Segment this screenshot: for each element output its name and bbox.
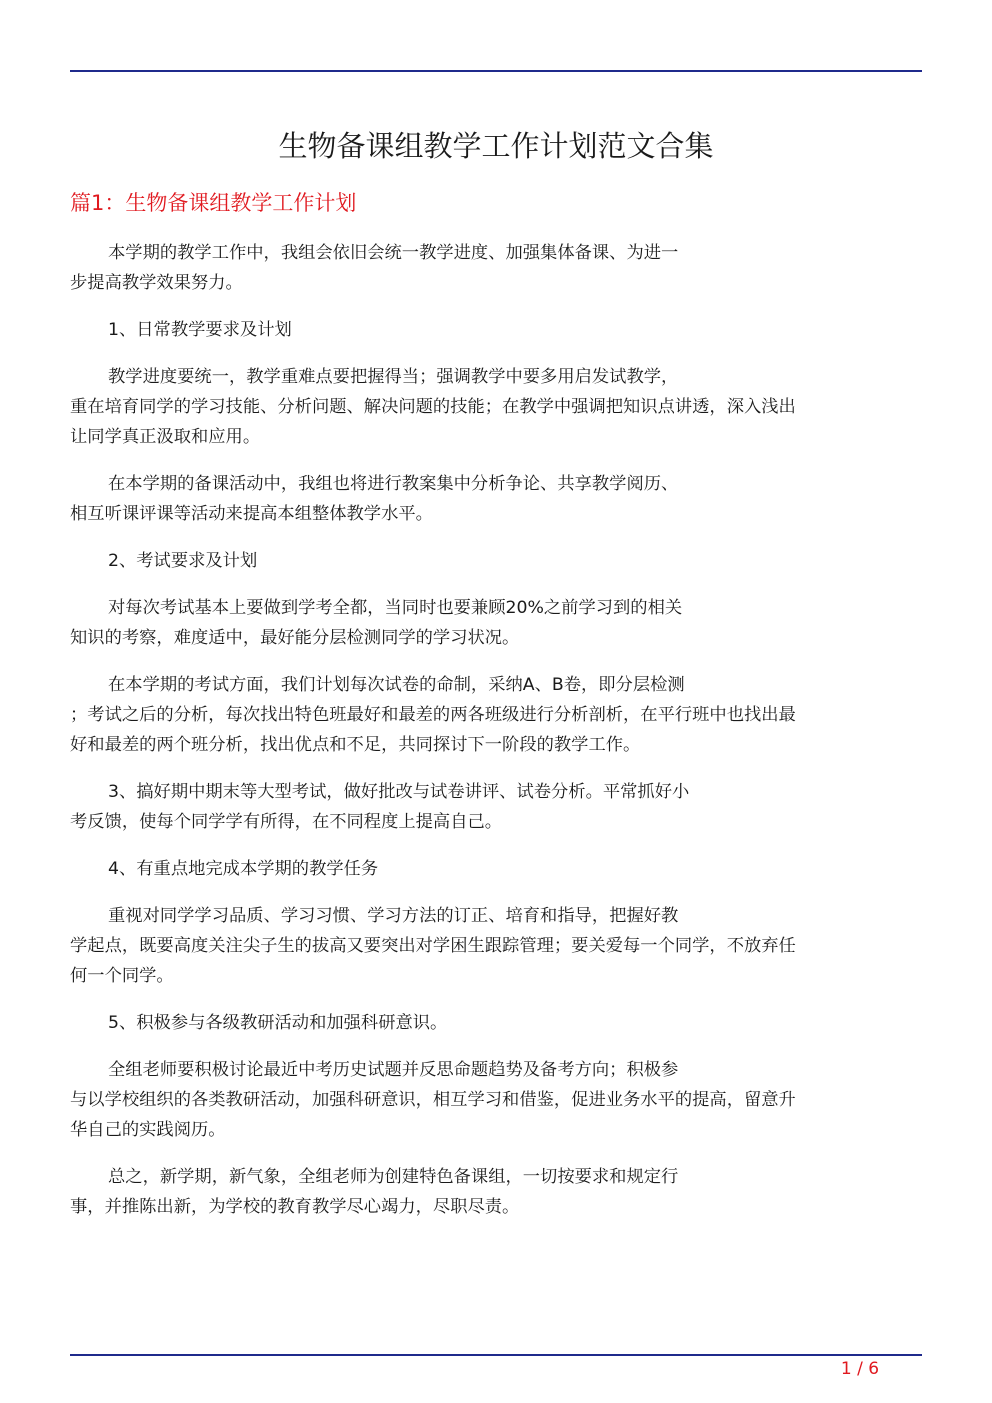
paragraph-line: 好和最差的两个班分析，找出优点和不足，共同探讨下一阶段的教学工作。 xyxy=(70,735,641,755)
paragraph-line: 步提高教学效果努力。 xyxy=(70,273,243,293)
paragraph-line: 让同学真正汲取和应用。 xyxy=(70,427,261,447)
paragraph xyxy=(70,854,920,884)
paragraph-line: 考反馈，使每个同学学有所得，在不同程度上提高自己。 xyxy=(70,812,503,832)
paragraph xyxy=(70,546,920,576)
paragraph xyxy=(70,670,920,760)
paragraph-line: 本学期的教学工作中，我组会依旧会统一教学进度、加强集体备课、为进一 xyxy=(108,243,679,263)
paragraph xyxy=(70,469,920,529)
header-rule xyxy=(70,70,922,72)
paragraph-line: 知识的考察，难度适中，最好能分层检测同学的学习状况。 xyxy=(70,628,520,648)
paragraph-line: 总之，新学期，新气象，全组老师为创建特色备课组，一切按要求和规定行 xyxy=(108,1167,679,1187)
paragraph-line: 全组老师要积极讨论最近中考历史试题并反思命题趋势及备考方向；积极参 xyxy=(108,1060,679,1080)
paragraph xyxy=(70,1162,920,1222)
footer-rule xyxy=(70,1354,922,1356)
paragraph-line: 1、日常教学要求及计划 xyxy=(108,320,292,340)
paragraph-line: 教学进度要统一，教学重难点要把握得当；强调教学中要多用启发试教学， xyxy=(108,367,679,387)
paragraph xyxy=(70,777,920,837)
paragraph xyxy=(70,593,920,653)
paragraph xyxy=(70,238,920,298)
paragraph-line: 相互听课评课等活动来提高本组整体教学水平。 xyxy=(70,504,433,524)
paragraph-line: 5、积极参与各级教研活动和加强科研意识。 xyxy=(108,1013,448,1033)
paragraph-line: 在本学期的备课活动中，我组也将进行教案集中分析争论、共享教学阅历、 xyxy=(108,474,679,494)
paragraph-line: ；考试之后的分析，每次找出特色班最好和最差的两各班级进行分析剖析，在平行班中也找出最 xyxy=(70,705,796,725)
paragraph-line: 4、有重点地完成本学期的教学任务 xyxy=(108,859,379,879)
paragraph-line: 重视对同学学习品质、学习习惯、学习方法的订正、培育和指导，把握好教 xyxy=(108,906,679,926)
page-number: 1 / 6 xyxy=(840,1359,880,1379)
paragraph xyxy=(70,1055,920,1145)
paragraph-line: 何一个同学。 xyxy=(70,966,174,986)
paragraph xyxy=(70,315,920,345)
paragraph-line: 对每次考试基本上要做到学考全都，当同时也要兼顾20%之前学习到的相关 xyxy=(108,598,683,618)
document-body xyxy=(70,238,920,1239)
paragraph-line: 与以学校组织的各类教研活动，加强科研意识，相互学习和借鉴，促进业务水平的提高，留意升 xyxy=(70,1090,796,1110)
paragraph-line: 学起点，既要高度关注尖子生的拔高又要突出对学困生跟踪管理；要关爱每一个同学，不放弃任 xyxy=(70,936,796,956)
paragraph-line: 事，并推陈出新，为学校的教育教学尽心竭力，尽职尽责。 xyxy=(70,1197,520,1217)
paragraph-line: 3、搞好期中期末等大型考试，做好批改与试卷讲评、试卷分析。平常抓好小 xyxy=(108,782,690,802)
section-heading: 篇1：生物备课组教学工作计划 xyxy=(70,191,357,215)
document-title: 生物备课组教学工作计划范文合集 xyxy=(278,129,714,163)
paragraph-line: 在本学期的考试方面，我们计划每次试卷的命制，采纳A、B卷，即分层检测 xyxy=(108,675,685,695)
paragraph-line: 重在培育同学的学习技能、分析问题、解决问题的技能；在教学中强调把知识点讲透，深入浅出 xyxy=(70,397,796,417)
paragraph xyxy=(70,901,920,991)
paragraph xyxy=(70,1008,920,1038)
paragraph xyxy=(70,362,920,452)
paragraph-line: 2、考试要求及计划 xyxy=(108,551,258,571)
paragraph-line: 华自己的实践阅历。 xyxy=(70,1120,226,1140)
